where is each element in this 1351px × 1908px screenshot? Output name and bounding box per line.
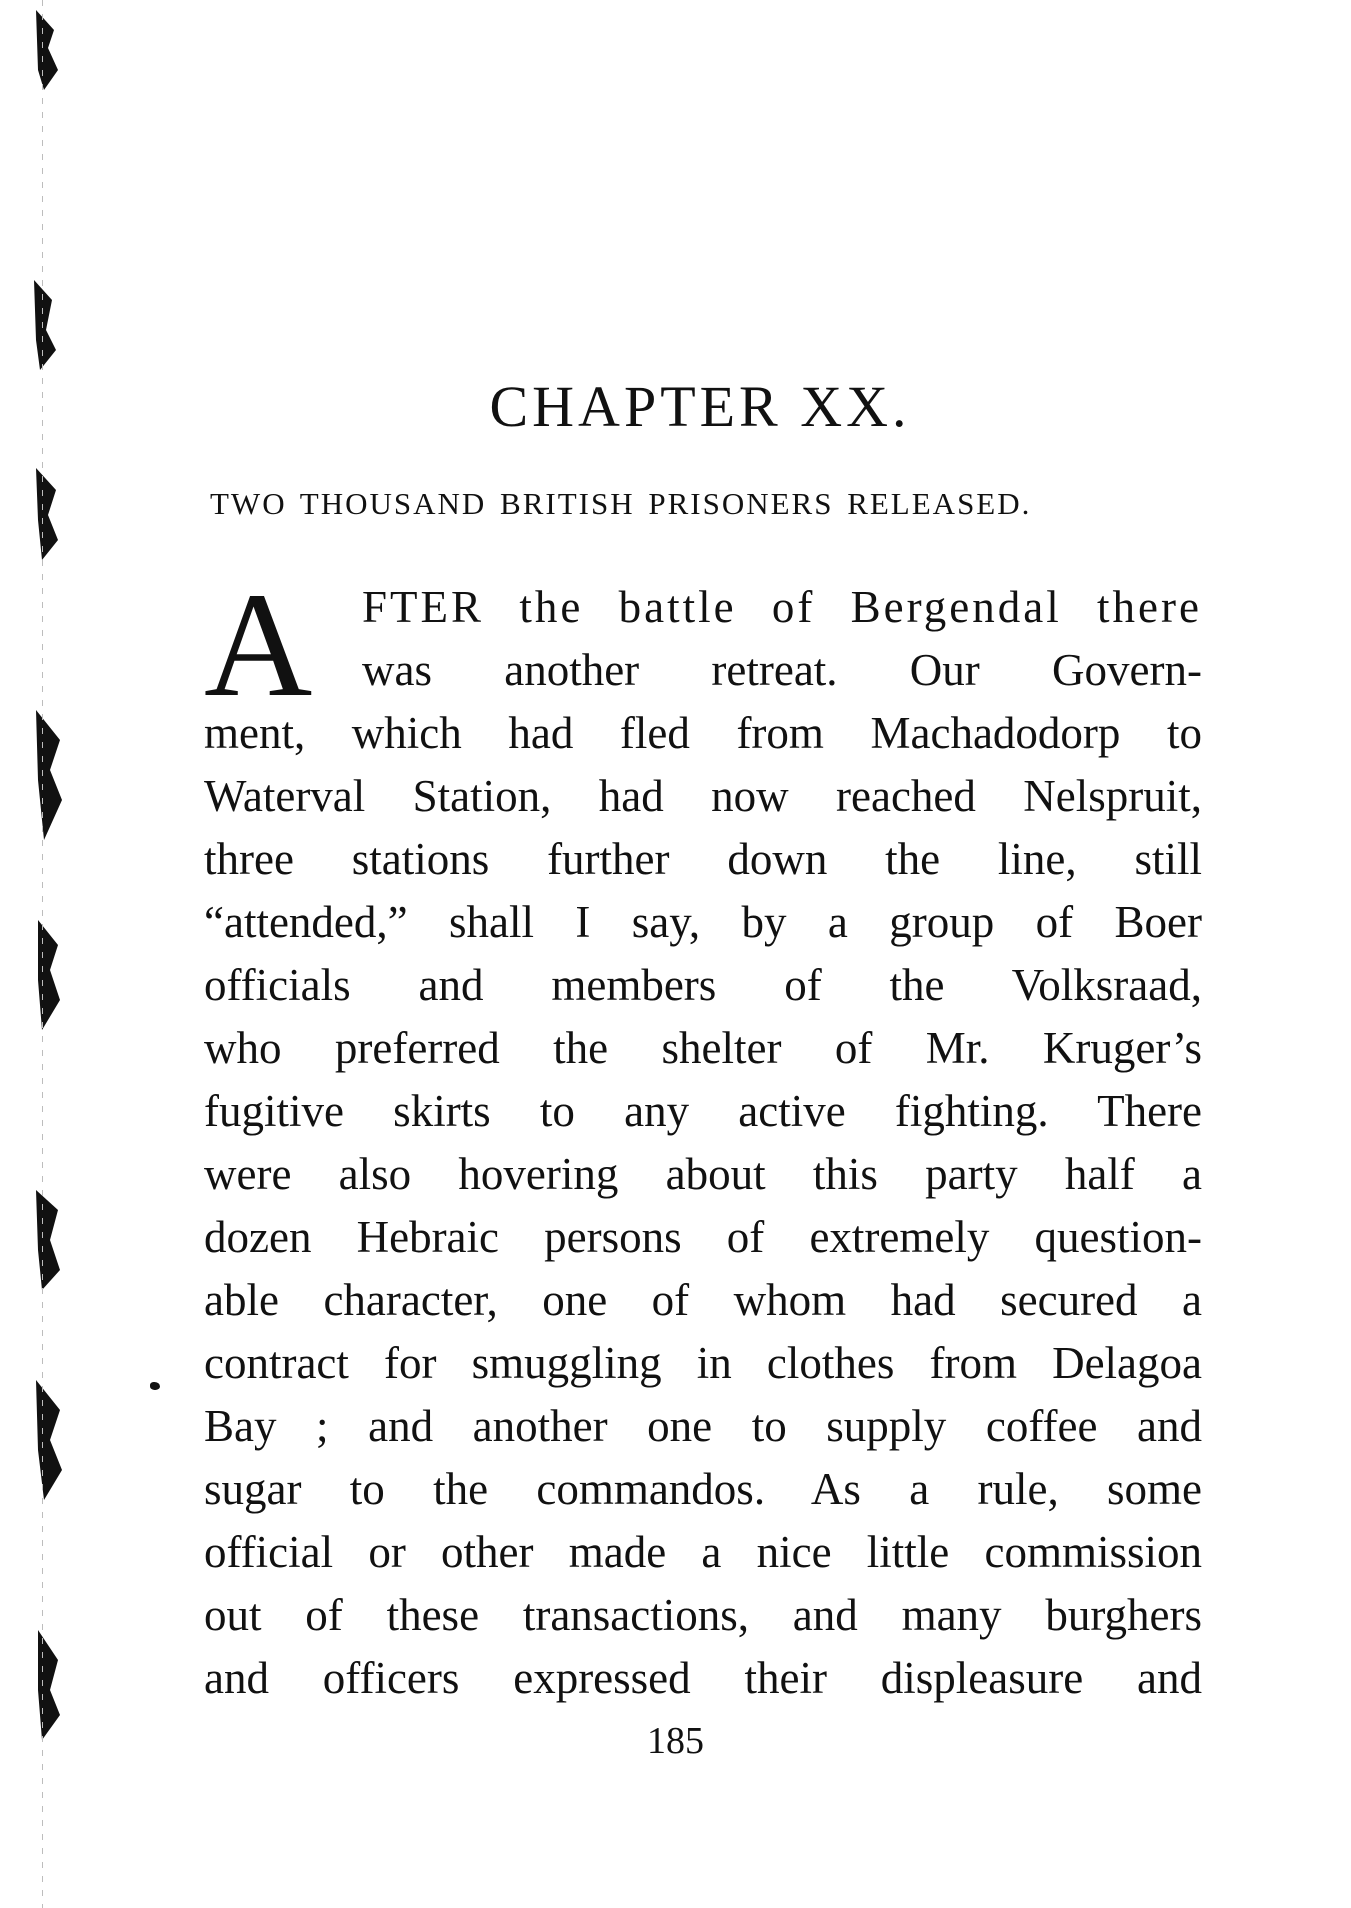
text-line: three stations further down the line, still — [204, 834, 1202, 884]
torn-binding-edge — [30, 0, 100, 1908]
text-line: who preferred the shelter of Mr. Kruger’s — [204, 1023, 1202, 1073]
edge-shadow-line — [42, 0, 43, 1908]
text-line: fugitive skirts to any active fighting. There — [204, 1086, 1202, 1136]
ink-blot — [150, 1382, 160, 1390]
text-line: sugar to the commandos. As a rule, some — [204, 1464, 1202, 1514]
drop-cap: A — [204, 562, 313, 728]
text-line: were also hovering about this party half a — [204, 1149, 1202, 1199]
text-line: official or other made a nice little commission — [204, 1527, 1202, 1577]
text-line: was another retreat. Our Govern- — [362, 645, 1202, 695]
text-line: dozen Hebraic persons of extremely question- — [204, 1212, 1202, 1262]
text-line: able character, one of whom had secured a — [204, 1275, 1202, 1325]
text-line: “attended,” shall I say, by a group of Boer — [204, 897, 1202, 947]
text-line: FTER the battle of Bergendal there — [362, 582, 1202, 632]
text-line: ment, which had fled from Machadodorp to — [204, 708, 1202, 758]
chapter-title: CHAPTER XX. — [489, 374, 911, 439]
body-text — [204, 576, 1202, 1710]
text-line: contract for smuggling in clothes from Delagoa — [204, 1338, 1202, 1388]
text-line: Waterval Station, had now reached Nelspruit, — [204, 771, 1202, 821]
text-line: out of these transactions, and many burghers — [204, 1590, 1202, 1640]
text-line: officials and members of the Volksraad, — [204, 960, 1202, 1010]
page-number: 185 — [647, 1720, 704, 1762]
chapter-subtitle: TWO THOUSAND BRITISH PRISONERS RELEASED. — [210, 486, 1032, 521]
text-line: and officers expressed their displeasure and — [204, 1653, 1202, 1703]
text-line: Bay ; and another one to supply coffee and — [204, 1401, 1202, 1451]
